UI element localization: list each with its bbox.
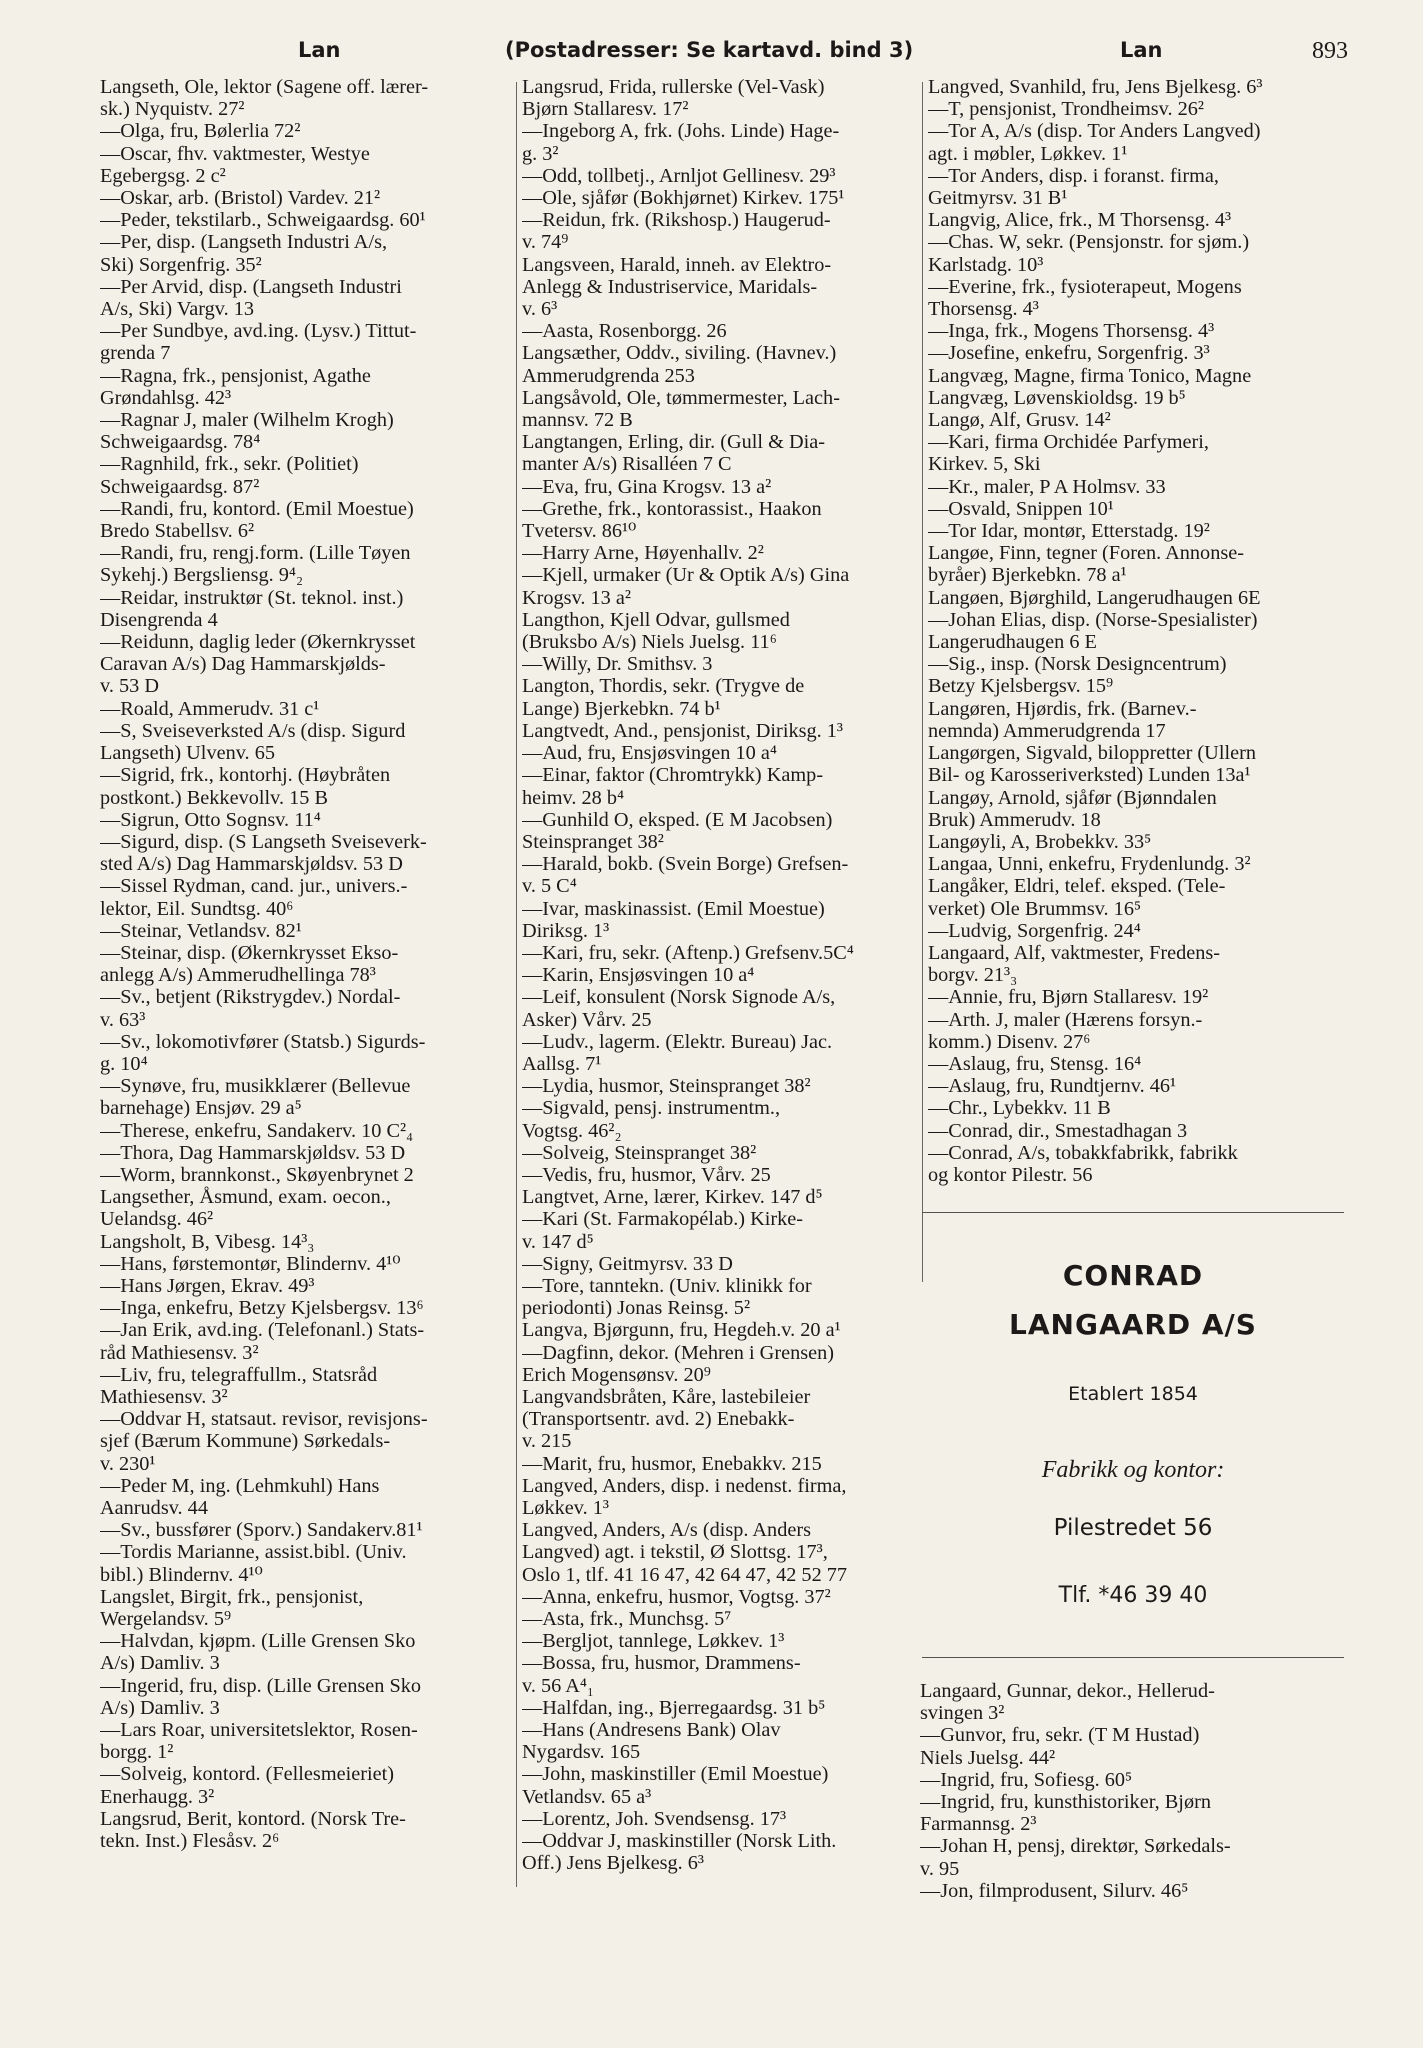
directory-line: —Reidunn, daglig leder (Økernkrysset [100, 631, 416, 654]
page-number: 893 [1312, 38, 1348, 64]
directory-line: —Aslaug, fru, Stensg. 16⁴ [928, 1052, 1142, 1075]
directory-line: —Aasta, Rosenborgg. 26 [522, 320, 727, 343]
directory-line: —Karin, Ensjøsvingen 10 a⁴ [522, 964, 755, 987]
directory-line: mannsv. 72 B [522, 409, 633, 432]
directory-line: —Synøve, fru, musikklærer (Bellevue [100, 1075, 411, 1098]
directory-line: Langaard, Gunnar, dekor., Hellerud- [920, 1680, 1215, 1702]
directory-line: —Vedis, fru, husmor, Vårv. 25 [522, 1163, 771, 1186]
directory-line: Langtangen, Erling, dir. (Gull & Dia- [522, 431, 826, 454]
directory-line: Langøy, Arnold, sjåfør (Bjønndalen [928, 786, 1217, 809]
directory-line: —Roald, Ammerudv. 31 c¹ [100, 697, 320, 720]
directory-line: —Tordis Marianne, assist.bibl. (Univ. [100, 1541, 407, 1564]
directory-line: Anlegg & Industriservice, Maridals- [522, 275, 818, 298]
directory-line: —Ingrid, fru, kunsthistoriker, Bjørn [920, 1791, 1211, 1814]
directory-line: Langaard, Alf, vaktmester, Fredens- [928, 941, 1221, 964]
directory-line: Langøyli, A, Brobekkv. 33⁵ [928, 830, 1152, 853]
directory-line: v. 230¹ [100, 1452, 156, 1475]
directory-line: —Aud, fru, Ensjøsvingen 10 a⁴ [522, 742, 777, 765]
directory-line: Langseth) Ulvenv. 65 [100, 742, 275, 765]
directory-line: råd Mathiesensv. 3² [100, 1341, 259, 1364]
directory-line: —Per Sundbye, avd.ing. (Lysv.) Tittut- [100, 320, 417, 343]
directory-line: v. 147 d⁵ [522, 1230, 594, 1253]
directory-line: g. 10⁴ [100, 1052, 148, 1075]
directory-line: —Ragnhild, frk., sekr. (Politiet) [100, 453, 359, 476]
directory-line: Bjørn Stallaresv. 17² [522, 98, 689, 121]
directory-line: nemnda) Ammerudgrenda 17 [928, 719, 1166, 742]
directory-line: lektor, Eil. Sundtsg. 40⁶ [100, 897, 294, 920]
directory-line: Langton, Thordis, sekr. (Trygve de [522, 675, 805, 698]
directory-line: —Halvdan, kjøpm. (Lille Grensen Sko [100, 1630, 416, 1653]
directory-line: —Chas. W, sekr. (Pensjonstr. for sjøm.) [928, 231, 1250, 254]
ad-factory-label: Fabrikk og kontor: [1041, 1457, 1225, 1483]
directory-line: Schweigaardsg. 78⁴ [100, 431, 261, 454]
directory-line: Langseth, Ole, lektor (Sagene off. lærer- [100, 76, 429, 98]
directory-line: Wergelandsv. 5⁹ [100, 1608, 232, 1631]
directory-line: v. 74⁹ [522, 231, 569, 254]
directory-line: v. 63³ [100, 1008, 146, 1031]
directory-line: —Everine, frk., fysioterapeut, Mogens [928, 275, 1242, 298]
directory-line: —Sig., insp. (Norsk Designcentrum) [928, 653, 1227, 676]
directory-line: Oslo 1, tlf. 41 16 47, 42 64 47, 42 52 77 [522, 1563, 848, 1586]
directory-line: —Sigrid, frk., kontorhj. (Høybråten [100, 764, 391, 787]
directory-line: v. 5 C⁴ [522, 875, 577, 898]
directory-line: Betzy Kjelsbergsv. 15⁹ [928, 675, 1114, 698]
directory-line: —Johan H, pensj, direktør, Sørkedals- [920, 1835, 1231, 1858]
directory-line: —Osvald, Snippen 10¹ [928, 497, 1114, 520]
directory-line: Langøen, Bjørghild, Langerudhaugen 6E [928, 586, 1261, 609]
directory-line: —Conrad, dir., Smestadhagan 3 [928, 1119, 1188, 1142]
directory-line: —Ingrid, fru, Sofiesg. 60⁵ [920, 1768, 1133, 1791]
directory-line: Asker) Vårv. 25 [522, 1008, 652, 1031]
directory-line: —Bergljot, tannlege, Løkkev. 1³ [522, 1630, 785, 1653]
directory-line: sk.) Nyquistv. 27² [100, 98, 245, 121]
directory-line: —Ole, sjåfør (Bokhjørnet) Kirkev. 175¹ [522, 187, 845, 210]
directory-line: Langved, Anders, A/s (disp. Anders [522, 1519, 811, 1542]
directory-line: Schweigaardsg. 87² [100, 475, 260, 498]
directory-line: A/s) Damliv. 3 [100, 1652, 220, 1675]
directory-line: Bredo Stabellsv. 6² [100, 520, 255, 543]
directory-line: Langva, Bjørgunn, fru, Hegdeh.v. 20 a¹ [522, 1319, 841, 1342]
directory-column-1 [100, 76, 510, 1852]
ad-established: Etablert 1854 [1068, 1383, 1198, 1405]
directory-line: —Tor A, A/s (disp. Tor Anders Langved) [928, 120, 1261, 143]
directory-line: Langvæg, Løvenskioldsg. 19 b⁵ [928, 386, 1186, 409]
directory-column-3 [928, 76, 1344, 1186]
directory-line: heimv. 28 b⁴ [522, 786, 625, 809]
directory-line: —Odd, tollbetj., Arnljot Gellinesv. 29³ [522, 164, 836, 187]
directory-line: —Olga, fru, Bølerlia 72² [100, 120, 301, 143]
directory-line: v. 95 [920, 1857, 960, 1880]
directory-line: v. 53 D [100, 675, 159, 698]
directory-line: —Sv., bussfører (Sporv.) Sandakerv.81¹ [100, 1519, 423, 1542]
ad-phone: Tlf. *46 39 40 [1058, 1583, 1208, 1608]
directory-line: —Lorentz, Joh. Svendsensg. 17³ [522, 1807, 787, 1830]
directory-line: Lange) Bjerkebkn. 74 b¹ [522, 697, 721, 720]
directory-line: —Kr., maler, P A Holmsv. 33 [928, 475, 1166, 498]
directory-line: —Kari, firma Orchidée Parfymeri, [928, 431, 1210, 454]
directory-line: Off.) Jens Bjelkesg. 6³ [522, 1852, 705, 1875]
directory-line: Langøren, Hjørdis, frk. (Barnev.- [928, 697, 1197, 720]
directory-line: sted A/s) Dag Hammarskjøldsv. 53 D [100, 853, 403, 876]
directory-line: Kirkev. 5, Ski [928, 453, 1041, 476]
advertisement-box [922, 1213, 1344, 1657]
directory-line: —Ingeborg A, frk. (Johs. Linde) Hage- [522, 120, 840, 143]
directory-line: Vetlandsv. 65 a³ [522, 1785, 652, 1808]
directory-line: —Ivar, maskinassist. (Emil Moestue) [522, 897, 825, 920]
header-right-keyword: Lan [1120, 38, 1163, 62]
directory-line: —Arth. J, maler (Hærens forsyn.- [928, 1008, 1203, 1031]
directory-line: —Tor Anders, disp. i foranst. firma, [928, 164, 1219, 187]
directory-line: —Oddvar J, maskinstiller (Norsk Lith. [522, 1830, 837, 1853]
directory-line: Langvæg, Magne, firma Tonico, Magne [928, 364, 1252, 387]
directory-line: —Bossa, fru, husmor, Drammens- [522, 1652, 801, 1675]
directory-line: Langsholt, B, Vibesg. 14³₃ [100, 1230, 315, 1253]
directory-line: Langsrud, Frida, rullerske (Vel-Vask) [522, 76, 825, 98]
directory-line: —Oddvar H, statsaut. revisor, revisjons- [100, 1408, 428, 1431]
directory-line: tekn. Inst.) Flesåsv. 2⁶ [100, 1830, 280, 1853]
ad-address: Pilestredet 56 [1053, 1515, 1213, 1541]
directory-line: Langved) agt. i tekstil, Ø Slottsg. 17³, [522, 1541, 828, 1564]
directory-line: manter A/s) Risalléen 7 C [522, 453, 732, 476]
directory-line: Sykehj.) Bergsliensg. 9⁴₂ [100, 564, 304, 587]
directory-line: verket) Ole Brummsv. 16⁵ [928, 897, 1142, 920]
directory-line: —Peder M, ing. (Lehmkuhl) Hans [100, 1474, 380, 1497]
directory-line: svingen 3² [920, 1702, 1005, 1725]
directory-line: —Sissel Rydman, cand. jur., univers.- [100, 875, 408, 898]
directory-line: Løkkev. 1³ [522, 1497, 609, 1519]
directory-line: v. 6³ [522, 298, 558, 321]
directory-line: grenda 7 [100, 342, 171, 365]
directory-line: Langved, Svanhild, fru, Jens Bjelkesg. 6³ [928, 76, 1263, 98]
directory-line: —Hans Jørgen, Ekrav. 49³ [100, 1274, 315, 1297]
directory-line: —Hans, førstemontør, Blindernv. 4¹⁰ [100, 1252, 401, 1275]
directory-line: og kontor Pilestr. 56 [928, 1163, 1093, 1186]
directory-line: A/s) Damliv. 3 [100, 1696, 220, 1719]
directory-line: —Lydia, husmor, Steinspranget 38² [522, 1075, 811, 1098]
directory-line: Enerhaugg. 3² [100, 1785, 215, 1808]
directory-line: —Kari, fru, sekr. (Aftenp.) Grefsenv.5C⁴ [522, 941, 854, 964]
directory-line: Langthon, Kjell Odvar, gullsmed [522, 608, 790, 631]
directory-line: (Bruksbo A/s) Niels Juelsg. 11⁶ [522, 631, 777, 654]
directory-line: Ski) Sorgenfrig. 35² [100, 253, 262, 276]
directory-line: Diriksg. 1³ [522, 919, 610, 942]
directory-line: Langørgen, Sigvald, bilopprettеr (Ullern [928, 742, 1256, 765]
directory-line: Langerudhaugen 6 E [928, 631, 1097, 654]
directory-line: Langslet, Birgit, frk., pensjonist, [100, 1585, 364, 1608]
directory-line: —Liv, fru, telegraffullm., Statsråd [100, 1363, 378, 1386]
directory-line: —Randi, fru, rengj.form. (Lille Tøyen [100, 542, 411, 565]
directory-line: —Sv., lokomotivfører (Statsb.) Sigurds- [100, 1030, 426, 1053]
directory-line: g. 3² [522, 142, 559, 165]
directory-line: Bil- og Karosseriverksted) Lunden 13a¹ [928, 764, 1251, 787]
ad-company-name-line1: CONRAD [1062, 1259, 1204, 1292]
directory-line: —S, Sveiseverksted A/s (disp. Sigurd [100, 719, 406, 742]
directory-line: —Ragna, frk., pensjonist, Agathe [100, 364, 371, 387]
directory-line: borgv. 21³₃ [928, 964, 1018, 987]
directory-line: postkont.) Bekkevollv. 15 B [100, 786, 328, 809]
directory-line: sjef (Bærum Kommune) Sørkedals- [100, 1430, 391, 1453]
directory-line: Langøe, Finn, tegner (Foren. Annonse- [928, 542, 1244, 565]
directory-line: —Lars Roar, universitetslektor, Rosen- [100, 1719, 418, 1742]
directory-line: Langsveen, Harald, inneh. av Elektro- [522, 253, 832, 276]
directory-line: —Reidar, instruktør (St. teknol. inst.) [100, 586, 404, 609]
directory-line: Krogsv. 13 a² [522, 586, 631, 609]
directory-line: —Kjell, urmaker (Ur & Optik A/s) Gina [522, 564, 850, 587]
directory-line: —Asta, frk., Munchsg. 5⁷ [522, 1608, 732, 1631]
directory-line: —Sv., betjent (Rikstrygdev.) Nordal- [100, 986, 401, 1009]
directory-line: —Kari (St. Farmakopélab.) Kirke- [522, 1208, 804, 1231]
directory-line: —Sigrun, Otto Sognsv. 11⁴ [100, 808, 321, 831]
directory-line: —Chr., Lybekkv. 11 B [928, 1097, 1111, 1120]
directory-line: —T, pensjonist, Trondheimsv. 26² [928, 98, 1204, 121]
directory-line: —Jon, filmprodusent, Silurv. 46⁵ [920, 1879, 1189, 1902]
directory-line: periodonti) Jonas Reinsg. 5² [522, 1297, 751, 1320]
column-divider-1 [516, 82, 517, 1887]
directory-line: —Tore, tanntekn. (Univ. klinikk for [522, 1274, 812, 1297]
directory-line: —Tor Idar, montør, Etterstadg. 19² [928, 520, 1210, 543]
directory-line: —Leif, konsulent (Norsk Signode A/s, [522, 986, 836, 1009]
ad-bottom-rule [922, 1657, 1344, 1658]
directory-line: —John, maskinstiller (Emil Moestue) [522, 1763, 829, 1786]
directory-line: Steinspranget 38² [522, 830, 664, 853]
directory-line: byråer) Bjerkebkn. 78 a¹ [928, 564, 1127, 587]
directory-line: —Halfdan, ing., Bjerregaardsg. 31 b⁵ [522, 1696, 826, 1719]
directory-line: —Harry Arne, Høyenhallv. 2² [522, 542, 764, 565]
directory-line: —Therese, enkefru, Sandakerv. 10 C²₄ [100, 1119, 414, 1142]
directory-line: Bruk) Ammerudv. 18 [928, 808, 1101, 831]
directory-line: —Per, disp. (Langseth Industri A/s, [100, 231, 388, 254]
directory-line: Thorsensg. 4³ [928, 298, 1039, 321]
directory-line: —Sigurd, disp. (S Langseth Sveiseverk- [100, 830, 427, 853]
directory-line: —Oscar, fhv. vaktmester, Westye [100, 142, 370, 165]
directory-line: —Hans (Andresens Bank) Olav [522, 1719, 781, 1742]
directory-line: —Jan Erik, avd.ing. (Telefonanl.) Stats- [100, 1319, 425, 1342]
directory-line: —Ludvig, Sorgenfrig. 24⁴ [928, 919, 1141, 942]
directory-line: —Solveig, kontord. (Fellesmeieriet) [100, 1763, 395, 1786]
directory-line: Langved, Anders, disp. i nedenst. firma, [522, 1474, 847, 1497]
directory-line: Langsether, Åsmund, exam. oecon., [100, 1186, 391, 1209]
directory-line: Niels Juelsg. 44² [920, 1746, 1056, 1769]
directory-line: agt. i møbler, Løkkev. 1¹ [928, 142, 1128, 165]
directory-line: —Harald, bokb. (Svein Borge) Grefsen- [522, 853, 849, 876]
directory-line: Vogtsg. 46²₂ [522, 1119, 622, 1142]
directory-line: Erich Mogensønsv. 20⁹ [522, 1363, 711, 1386]
directory-line: —Steinar, Vetlandsv. 82¹ [100, 919, 302, 942]
directory-line: —Grethe, frk., kontorassist., Haakon [522, 497, 822, 520]
directory-line: Langtvet, Arne, lærer, Kirkev. 147 d⁵ [522, 1186, 823, 1209]
directory-line: Egebergsg. 2 c² [100, 164, 226, 187]
directory-line: (Transportsentr. avd. 2) Enebakk- [522, 1408, 795, 1431]
directory-line: v. 215 [522, 1430, 572, 1453]
directory-line: —Einar, faktor (Chromtrykk) Kamp- [522, 764, 824, 787]
directory-line: —Eva, fru, Gina Krogsv. 13 a² [522, 475, 772, 498]
directory-line: A/s, Ski) Vargv. 13 [100, 298, 254, 321]
directory-line: —Thora, Dag Hammarskjøldsv. 53 D [100, 1141, 406, 1164]
directory-line: Langsrud, Berit, kontord. (Norsk Tre- [100, 1807, 406, 1830]
directory-line: Aanrudsv. 44 [100, 1497, 208, 1519]
directory-line: —Conrad, A/s, tobakkfabrikk, fabrikk [928, 1141, 1238, 1164]
directory-line: Karlstadg. 10³ [928, 253, 1044, 276]
directory-line: —Aslaug, fru, Rundtjernv. 46¹ [928, 1075, 1177, 1098]
directory-column-2 [522, 76, 932, 1874]
directory-line: —Inga, frk., Mogens Thorsensg. 4³ [928, 320, 1215, 343]
directory-line: Uelandsg. 46² [100, 1208, 214, 1231]
directory-line: Langø, Alf, Grusv. 14² [928, 409, 1111, 432]
directory-line: borgg. 1² [100, 1741, 174, 1764]
directory-line: Geitmyrsv. 31 B¹ [928, 187, 1068, 210]
directory-line: Aallsg. 7¹ [522, 1052, 602, 1075]
directory-line: Langsæther, Oddv., siviling. (Havnev.) [522, 342, 837, 365]
directory-line: —Inga, enkefru, Betzy Kjelsbergsv. 13⁶ [100, 1297, 424, 1320]
header-left-keyword: Lan [298, 38, 341, 62]
directory-line: —Sigvald, pensj. instrumentm., [522, 1097, 781, 1120]
directory-line: Langvig, Alice, frk., M Thorsensg. 4³ [928, 209, 1232, 232]
directory-line: —Marit, fru, husmor, Enebakkv. 215 [522, 1452, 822, 1475]
directory-line: anlegg A/s) Ammerudhellinga 78³ [100, 964, 376, 987]
directory-line: —Solveig, Steinspranget 38² [522, 1141, 757, 1164]
directory-line: —Oskar, arb. (Bristol) Vardev. 21² [100, 187, 381, 210]
directory-line: —Ludv., lagerm. (Elektr. Bureau) Jac. [522, 1030, 833, 1053]
directory-line: bibl.) Blindernv. 4¹⁰ [100, 1563, 263, 1586]
directory-line: Farmannsg. 2³ [920, 1813, 1037, 1836]
directory-line: —Willy, Dr. Smithsv. 3 [522, 653, 713, 676]
directory-line: —Randi, fru, kontord. (Emil Moestue) [100, 497, 414, 520]
directory-line: —Ingerid, fru, disp. (Lille Grensen Sko [100, 1674, 422, 1697]
directory-line: Disengrenda 4 [100, 608, 218, 631]
directory-line: Grøndahlsg. 42³ [100, 386, 232, 409]
directory-line: —Annie, fru, Bjørn Stallaresv. 19² [928, 986, 1209, 1009]
page-header [0, 38, 1423, 78]
header-postal-note: (Postadresser: Se kartavd. bind 3) [505, 38, 914, 62]
directory-line: Langvandsbråten, Kåre, lastebileier [522, 1385, 811, 1408]
directory-line: Nygardsv. 165 [522, 1741, 641, 1764]
directory-line: —Ragnar J, maler (Wilhelm Krogh) [100, 409, 394, 432]
directory-line: Langtvedt, And., pensjonist, Diriksg. 1³ [522, 719, 843, 742]
directory-line: barnehage) Ensjøv. 29 a⁵ [100, 1097, 302, 1120]
directory-line: —Gunhild O, eksped. (E M Jacobsen) [522, 808, 833, 831]
directory-line: Mathiesensv. 3² [100, 1385, 228, 1408]
directory-line: —Anna, enkefru, husmor, Vogtsg. 37² [522, 1585, 831, 1608]
ad-company-name-line2: LANGAARD A/S [1009, 1308, 1257, 1341]
directory-line: —Josefine, enkefru, Sorgenfrig. 3³ [928, 342, 1210, 365]
directory-line: —Dagfinn, dekor. (Mehren i Grensen) [522, 1341, 835, 1364]
directory-line: Ammerudgrenda 253 [522, 364, 695, 387]
directory-line: komm.) Disenv. 27⁶ [928, 1030, 1091, 1053]
directory-line: —Gunvor, fru, sekr. (T M Hustad) [920, 1724, 1200, 1747]
directory-column-3-continued [920, 1680, 1344, 1902]
directory-line: Langaa, Unni, enkefru, Frydenlundg. 3² [928, 853, 1251, 876]
directory-line: Langsåvold, Ole, tømmermester, Lach- [522, 386, 840, 409]
directory-line: —Reidun, frk. (Rikshosp.) Haugerud- [522, 209, 831, 232]
directory-line: —Worm, brannkonst., Skøyenbrynet 2 [100, 1163, 414, 1186]
directory-line: —Peder, tekstilarb., Schweigaardsg. 60¹ [100, 209, 426, 232]
directory-line: —Per Arvid, disp. (Langseth Industri [100, 275, 402, 298]
directory-line: —Steinar, disp. (Økernkrysset Ekso- [100, 941, 399, 964]
directory-line: —Johan Elias, disp. (Norse-Spesialister) [928, 608, 1258, 631]
directory-line: —Signy, Geitmyrsv. 33 D [522, 1252, 733, 1275]
directory-line: v. 56 A⁴₁ [522, 1674, 594, 1697]
directory-line: Tvetersv. 86¹⁰ [522, 520, 637, 543]
directory-line: Caravan A/s) Dag Hammarskjølds- [100, 653, 386, 676]
directory-line: Langåker, Eldri, telef. eksped. (Tele- [928, 875, 1226, 898]
